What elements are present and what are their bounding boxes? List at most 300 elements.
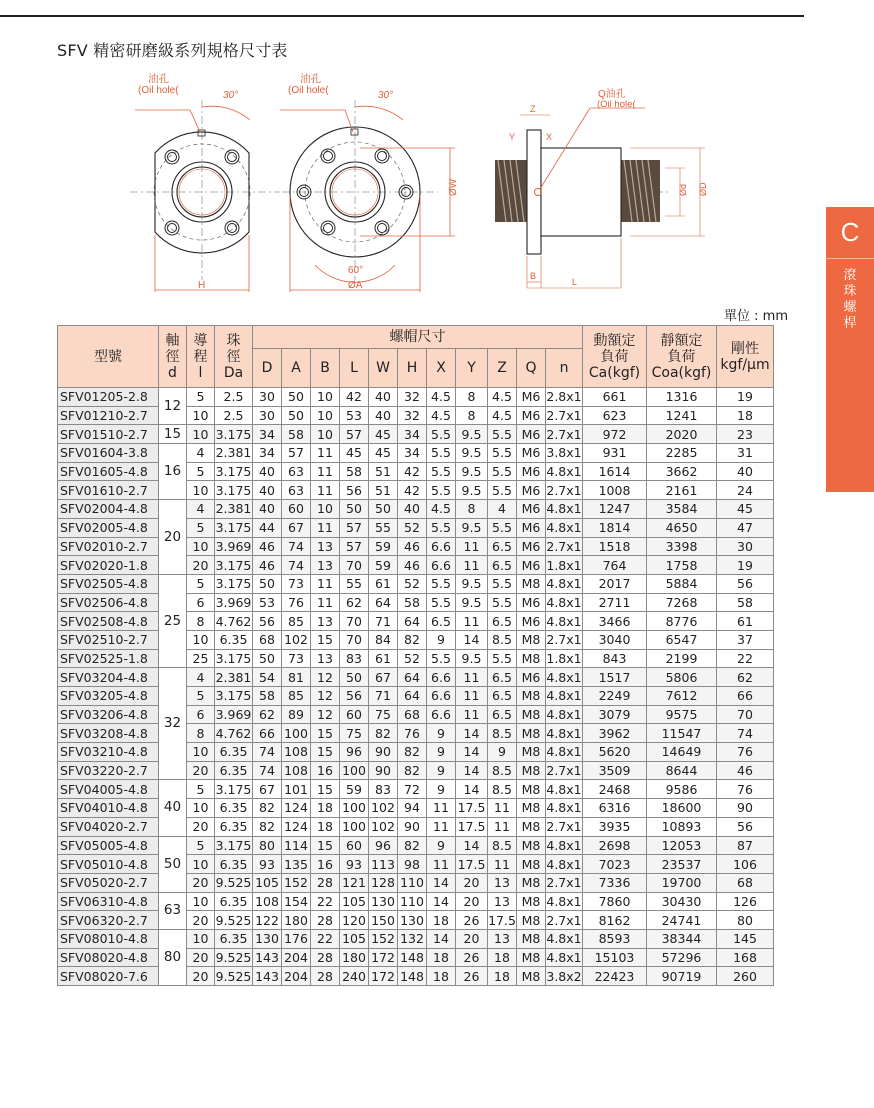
value-cell: 8644 [647, 761, 717, 780]
svg-text:ØW: ØW [448, 178, 459, 196]
value-cell: 2.381 [215, 501, 252, 517]
value-cell: 110 [398, 892, 427, 911]
value-cell: 11 [311, 462, 340, 481]
value-cell: 6.6 [427, 668, 456, 687]
value-cell: 57296 [647, 948, 717, 967]
value-cell: 3.175 [215, 837, 252, 853]
value-cell: 90 [398, 817, 427, 836]
value-cell: 16 [311, 855, 340, 874]
value-cell: 76 [398, 724, 427, 743]
value-cell: 14 [456, 836, 488, 855]
value-cell: 105 [253, 873, 282, 892]
value-cell: 31 [717, 444, 774, 463]
value-cell: 14 [456, 743, 488, 762]
value-cell: 623 [583, 406, 647, 425]
value-cell: 68 [398, 705, 427, 724]
value-cell: 13 [311, 612, 340, 631]
value-cell: 26 [456, 948, 488, 967]
value-cell: 6 [187, 705, 215, 724]
value-cell: M6 [517, 612, 546, 631]
value-cell: 1518 [583, 537, 647, 556]
svg-text:Z: Z [530, 104, 536, 114]
value-cell: 83 [369, 780, 398, 799]
value-cell: 6.5 [488, 687, 517, 706]
value-cell: 90 [717, 799, 774, 818]
front-view-flat-flange [130, 72, 280, 292]
value-cell: 2.7x1 [546, 408, 582, 424]
value-cell: 130 [369, 892, 398, 911]
value-cell: 62 [340, 593, 369, 612]
value-cell: 260 [717, 967, 774, 986]
value-cell: M8 [517, 799, 546, 818]
value-cell: 9586 [647, 780, 717, 799]
value-cell: 180 [282, 911, 311, 930]
value-cell: 172 [369, 967, 398, 986]
value-cell: 5.5 [427, 481, 456, 500]
value-cell: 18 [427, 911, 456, 930]
value-cell: 2.5 [215, 388, 253, 407]
value-cell: 11 [456, 537, 488, 556]
value-cell: 2.8x1 [546, 389, 582, 405]
value-cell: 26 [456, 911, 488, 930]
value-cell: 3962 [583, 724, 647, 743]
value-cell: 5884 [647, 574, 717, 593]
value-cell: 135 [282, 855, 311, 874]
value-cell: 6.5 [488, 537, 517, 556]
page-title: SFV 精密研磨級系列規格尺寸表 [57, 41, 288, 60]
value-cell: 9 [488, 743, 517, 762]
value-cell: 96 [369, 836, 398, 855]
value-cell: 50 [369, 500, 398, 519]
model-cell: SFV04005-4.8 [58, 780, 159, 799]
value-cell: 6.35 [215, 855, 253, 874]
value-cell: 82 [253, 799, 282, 818]
value-cell: 14 [456, 630, 488, 649]
value-cell: 3.969 [215, 538, 252, 554]
header-nut-col: n [546, 349, 583, 388]
value-cell: 59 [369, 537, 398, 556]
value-cell: 61 [369, 649, 398, 668]
value-cell: 10 [187, 537, 215, 556]
value-cell: 9 [427, 836, 456, 855]
value-cell: 108 [282, 761, 311, 780]
shaft-dia-cell: 40 [159, 780, 187, 836]
value-cell: 74 [253, 743, 282, 762]
value-cell: 113 [369, 855, 398, 874]
value-cell: 30 [253, 406, 282, 425]
value-cell: 3584 [647, 500, 717, 519]
value-cell: 4.8x1 [546, 669, 582, 685]
value-cell: 6.6 [427, 537, 456, 556]
value-cell: 3509 [583, 761, 647, 780]
model-cell: SFV02510-2.7 [58, 630, 159, 649]
value-cell: 11 [427, 817, 456, 836]
value-cell: 82 [398, 836, 427, 855]
value-cell: 18 [311, 799, 340, 818]
model-cell: SFV02525-1.8 [58, 649, 159, 668]
value-cell: 10 [311, 425, 340, 444]
value-cell: 14649 [647, 743, 717, 762]
value-cell: 93 [340, 855, 369, 874]
header-nut-col: Z [488, 349, 517, 388]
value-cell: 17.5 [488, 912, 516, 928]
value-cell: 20 [187, 556, 215, 575]
value-cell: 87 [717, 836, 774, 855]
value-cell: 64 [369, 593, 398, 612]
value-cell: 56 [253, 612, 282, 631]
value-cell: 94 [398, 799, 427, 818]
value-cell: 14 [427, 892, 456, 911]
value-cell: 82 [253, 817, 282, 836]
value-cell: 55 [340, 574, 369, 593]
value-cell: 3662 [647, 462, 717, 481]
value-cell: 12 [311, 668, 340, 687]
header-shaft-dia: 軸 徑 d [159, 326, 187, 388]
value-cell: 46 [398, 556, 427, 575]
value-cell: 3079 [583, 705, 647, 724]
value-cell: 2161 [647, 481, 717, 500]
header-static-load: 靜額定 負荷 Coa(kgf) [647, 326, 717, 388]
value-cell: 58 [398, 593, 427, 612]
value-cell: 13 [488, 873, 517, 892]
value-cell: 1.8x1 [546, 557, 582, 573]
svg-text:L: L [572, 277, 578, 287]
value-cell: 6.5 [488, 705, 517, 724]
value-cell: 8.5 [488, 780, 517, 799]
value-cell: 3398 [647, 537, 717, 556]
value-cell: 6547 [647, 630, 717, 649]
value-cell: 2199 [647, 649, 717, 668]
value-cell: 75 [340, 724, 369, 743]
value-cell: 9 [427, 630, 456, 649]
value-cell: 120 [340, 911, 369, 930]
value-cell: 61 [369, 574, 398, 593]
value-cell: 1.8x1 [546, 650, 582, 666]
value-cell: 40 [369, 406, 398, 425]
value-cell: 18 [427, 948, 456, 967]
value-cell: 20 [456, 873, 488, 892]
value-cell: 3.175 [215, 688, 252, 704]
value-cell: 23 [717, 425, 774, 444]
value-cell: 82 [369, 724, 398, 743]
value-cell: 74 [717, 724, 774, 743]
value-cell: 9.525 [215, 968, 252, 984]
value-cell: 37 [717, 630, 774, 649]
header-nut-col: W [369, 349, 398, 388]
value-cell: 73 [282, 574, 311, 593]
value-cell: M8 [517, 780, 546, 799]
value-cell: 67 [253, 780, 282, 799]
value-cell: 64 [398, 612, 427, 631]
value-cell: 1008 [583, 481, 647, 500]
value-cell: 2.7x1 [546, 875, 582, 891]
value-cell: 764 [583, 556, 647, 575]
value-cell: 5.5 [488, 574, 517, 593]
value-cell: 82 [398, 761, 427, 780]
value-cell: 10 [311, 388, 340, 407]
value-cell: 20 [187, 761, 215, 780]
value-cell: 15 [311, 836, 340, 855]
value-cell: 45 [369, 425, 398, 444]
value-cell: 13 [488, 929, 517, 948]
value-cell: 8.5 [488, 630, 517, 649]
value-cell: 8.5 [488, 836, 517, 855]
value-cell: 2.7x1 [546, 819, 582, 835]
value-cell: M6 [517, 406, 546, 425]
value-cell: 5.5 [427, 649, 456, 668]
value-cell: 4.5 [427, 388, 456, 407]
value-cell: 1247 [583, 500, 647, 519]
value-cell: M8 [517, 574, 546, 593]
header-ball-dia: 珠 徑 Da [215, 326, 253, 388]
value-cell: 6316 [583, 799, 647, 818]
value-cell: 22423 [583, 967, 647, 986]
model-cell: SFV05005-4.8 [58, 836, 159, 855]
svg-text:B: B [530, 271, 537, 281]
value-cell: 80 [253, 836, 282, 855]
value-cell: 10 [187, 892, 215, 911]
value-cell: M6 [517, 425, 546, 444]
value-cell: 4 [187, 444, 215, 463]
value-cell: 5 [187, 574, 215, 593]
value-cell: 143 [253, 967, 282, 986]
value-cell: 7860 [583, 892, 647, 911]
value-cell: 34 [253, 444, 282, 463]
svg-text:30°: 30° [378, 90, 394, 101]
value-cell: 4.5 [488, 406, 517, 425]
value-cell: 19 [717, 556, 774, 575]
value-cell: 204 [282, 948, 311, 967]
value-cell: 5806 [647, 668, 717, 687]
value-cell: 1517 [583, 668, 647, 687]
header-model: 型號 [58, 326, 159, 388]
value-cell: 28 [311, 967, 340, 986]
value-cell: 63 [282, 481, 311, 500]
value-cell: 50 [253, 649, 282, 668]
value-cell: 18 [488, 948, 517, 967]
value-cell: 148 [398, 967, 427, 986]
header-stiffness: 剛性 kgf/μm [717, 326, 774, 388]
value-cell: 20 [456, 892, 488, 911]
value-cell: 4.8x1 [546, 931, 582, 947]
value-cell: 59 [369, 556, 398, 575]
value-cell: 50 [282, 406, 311, 425]
value-cell: 96 [340, 743, 369, 762]
value-cell: 4.762 [215, 725, 252, 741]
value-cell: 13 [488, 892, 517, 911]
value-cell: 50 [253, 574, 282, 593]
value-cell: 9 [427, 724, 456, 743]
table-row [58, 500, 774, 519]
model-cell: SFV03208-4.8 [58, 724, 159, 743]
value-cell: 14 [427, 929, 456, 948]
value-cell: 3.969 [215, 707, 252, 723]
chapter-tab[interactable] [826, 207, 874, 492]
value-cell: 4.8x1 [546, 594, 582, 610]
value-cell: 19700 [647, 873, 717, 892]
value-cell: 51 [369, 462, 398, 481]
value-cell: 64 [398, 668, 427, 687]
model-cell: SFV04020-2.7 [58, 817, 159, 836]
value-cell: 9.525 [215, 949, 252, 965]
table-header [58, 326, 774, 388]
value-cell: 34 [253, 425, 282, 444]
table-row [58, 892, 774, 911]
value-cell: 6.5 [488, 612, 517, 631]
svg-text:Q油孔: Q油孔 [598, 89, 626, 100]
value-cell: 8 [456, 406, 488, 425]
value-cell: 53 [253, 593, 282, 612]
value-cell: 9.5 [456, 518, 488, 537]
value-cell: 3.175 [215, 781, 252, 797]
value-cell: 84 [369, 630, 398, 649]
value-cell: 11547 [647, 724, 717, 743]
value-cell: 19 [717, 388, 774, 407]
value-cell: 843 [583, 649, 647, 668]
model-cell: SFV06310-4.8 [58, 892, 159, 911]
value-cell: 4.8x1 [546, 464, 582, 480]
value-cell: 74 [282, 537, 311, 556]
value-cell: 3.175 [215, 557, 252, 573]
value-cell: 73 [282, 649, 311, 668]
value-cell: 172 [369, 948, 398, 967]
model-cell: SFV05020-2.7 [58, 873, 159, 892]
table-row [58, 574, 774, 593]
value-cell: 52 [398, 574, 427, 593]
value-cell: 28 [311, 873, 340, 892]
value-cell: 56 [340, 481, 369, 500]
value-cell: 124 [282, 799, 311, 818]
value-cell: 9 [427, 743, 456, 762]
svg-text:油孔: 油孔 [300, 73, 321, 85]
value-cell: 124 [282, 817, 311, 836]
value-cell: 108 [282, 743, 311, 762]
value-cell: 71 [369, 687, 398, 706]
model-cell: SFV02004-4.8 [58, 500, 159, 519]
value-cell: 4.5 [488, 388, 517, 407]
value-cell: 58 [340, 462, 369, 481]
value-cell: 15103 [583, 948, 647, 967]
value-cell: 3.175 [215, 520, 252, 536]
value-cell: M6 [517, 556, 546, 575]
value-cell: 72 [398, 780, 427, 799]
header-nut-col: Y [456, 349, 488, 388]
value-cell: 5.5 [427, 574, 456, 593]
value-cell: 6.35 [215, 743, 253, 762]
value-cell: 10 [187, 743, 215, 762]
value-cell: 13 [311, 537, 340, 556]
value-cell: 11 [456, 687, 488, 706]
value-cell: 114 [282, 836, 311, 855]
value-cell: 14 [456, 724, 488, 743]
value-cell: 40 [253, 481, 282, 500]
value-cell: 30430 [647, 892, 717, 911]
svg-text:油孔: 油孔 [148, 73, 169, 85]
value-cell: 122 [253, 911, 282, 930]
value-cell: 46 [253, 556, 282, 575]
value-cell: 38344 [647, 929, 717, 948]
value-cell: 1814 [583, 518, 647, 537]
model-cell: SFV08010-4.8 [58, 929, 159, 948]
value-cell: 44 [253, 518, 282, 537]
value-cell: 12053 [647, 836, 717, 855]
value-cell: 76 [717, 780, 774, 799]
value-cell: 2.7x1 [546, 632, 582, 648]
header-nut-col: D [253, 349, 282, 388]
value-cell: 62 [253, 705, 282, 724]
shaft-dia-cell: 80 [159, 929, 187, 985]
value-cell: 59 [340, 780, 369, 799]
value-cell: 40 [398, 500, 427, 519]
value-cell: M8 [517, 743, 546, 762]
value-cell: 11 [311, 481, 340, 500]
value-cell: 63 [282, 462, 311, 481]
value-cell: 18 [427, 967, 456, 986]
value-cell: 102 [369, 817, 398, 836]
value-cell: 28 [311, 911, 340, 930]
shaft-dia-cell: 50 [159, 836, 187, 892]
value-cell: 2.381 [215, 445, 252, 461]
value-cell: 22 [717, 649, 774, 668]
value-cell: 85 [282, 612, 311, 631]
value-cell: M8 [517, 649, 546, 668]
value-cell: 74 [253, 761, 282, 780]
value-cell: 54 [253, 668, 282, 687]
value-cell: 46 [717, 761, 774, 780]
model-cell: SFV03204-4.8 [58, 668, 159, 687]
svg-text:Ød: Ød [678, 183, 688, 196]
value-cell: 152 [282, 873, 311, 892]
value-cell: M6 [517, 388, 546, 407]
shaft-dia-cell: 25 [159, 574, 187, 667]
model-cell: SFV01205-2.8 [58, 388, 159, 407]
value-cell: 53 [340, 406, 369, 425]
value-cell: 8776 [647, 612, 717, 631]
value-cell: 5.5 [488, 444, 517, 463]
value-cell: 176 [282, 929, 311, 948]
value-cell: 15 [311, 724, 340, 743]
value-cell: 4.8x1 [546, 688, 582, 704]
value-cell: 10 [187, 855, 215, 874]
value-cell: 32 [398, 388, 427, 407]
value-cell: 55 [369, 518, 398, 537]
value-cell: 11 [311, 518, 340, 537]
side-view [495, 87, 708, 288]
shaft-dia-cell: 32 [159, 668, 187, 780]
value-cell: M6 [517, 518, 546, 537]
value-cell: 5.5 [427, 462, 456, 481]
value-cell: 4 [488, 500, 517, 519]
value-cell: 3466 [583, 612, 647, 631]
value-cell: 9.5 [456, 649, 488, 668]
value-cell: 6.35 [215, 892, 253, 911]
value-cell: 4.8x1 [546, 725, 582, 741]
value-cell: 106 [717, 855, 774, 874]
value-cell: M8 [517, 630, 546, 649]
value-cell: 5.5 [488, 425, 517, 444]
svg-text:ØA: ØA [348, 280, 363, 291]
value-cell: 8.5 [488, 761, 517, 780]
chapter-label: 滾 珠 螺 桿 [843, 268, 857, 331]
value-cell: 4 [187, 500, 215, 519]
value-cell: 17.5 [456, 855, 488, 874]
value-cell: 11 [311, 593, 340, 612]
value-cell: 105 [340, 929, 369, 948]
value-cell: 15 [311, 743, 340, 762]
value-cell: 81 [282, 668, 311, 687]
value-cell: 98 [398, 855, 427, 874]
value-cell: 130 [398, 911, 427, 930]
